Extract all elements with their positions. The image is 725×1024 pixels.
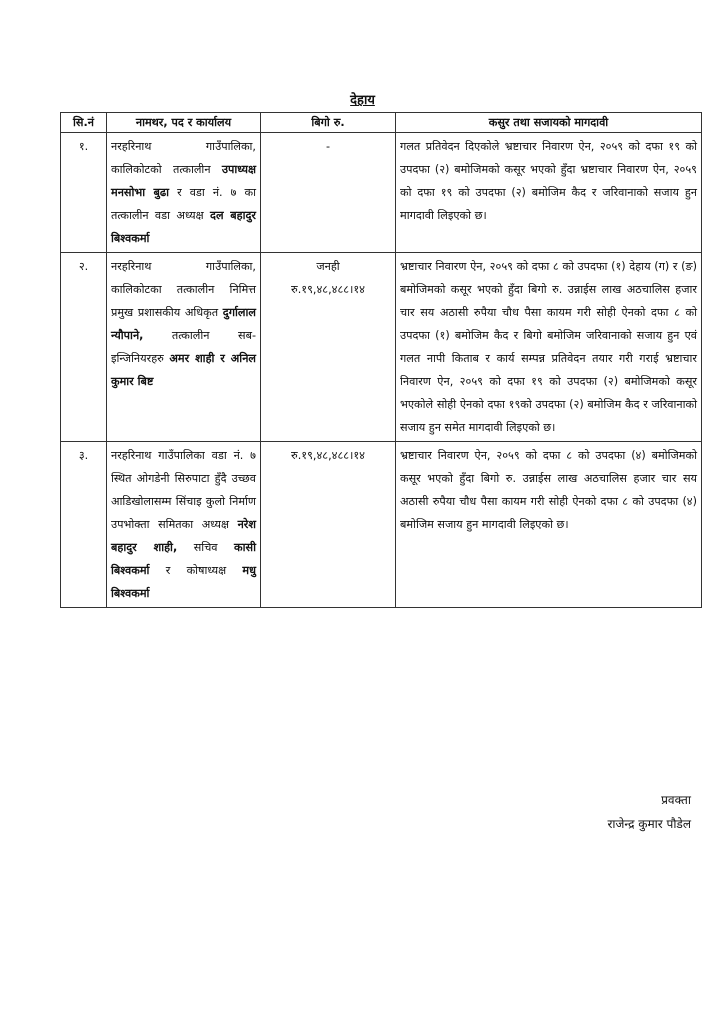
table-row [61,133,702,253]
amount-cell [261,442,396,608]
accused-name: दुर्गालाल न्यौपाने, [111,306,256,342]
accused-name: उपाध्यक्ष मनसोभा बुढा [111,163,256,199]
description-text: नरहरिनाथ गाउँपालिका वडा नं. ७ स्थित ओगडेनी सिरुपाटा हुँदै उच्छव आडिखोलासम्म सिंचाइ कुलो निर्माण उपभोक्ता समितका अध्यक्ष [111,449,256,531]
amount-line: रु.१९,४८,४८८।१४ [291,449,365,462]
description-text: तत्कालीन सब-इन्जिनियरहरु [111,329,256,365]
charges-table [60,112,702,608]
charges-demand-cell: भ्रष्टाचार निवारण ऐन, २०५९ को दफा ८ को उपदफा (४) बमोजिमको कसूर भएको हुँदा बिगो रु. उन्नाईस लाख अठचालिस हजार चार सय अठासी रुपैया चौध पैसा कायम गरी सोही ऐनको दफा ८ को उपदफा (४) बमोजिम सजाय हुन मागदावी लिइएको छ। [396,442,702,608]
accused-name: अमर शाही र अनिल कुमार बिष्ट [111,352,256,388]
description-text: र कोषाध्यक्ष [149,564,243,577]
name-position-office-cell [107,442,261,608]
accused-name: कासी बिश्वकर्मा [111,541,256,577]
section-heading: देहाय [350,93,375,108]
accused-name: नरेश बहादुर शाही, [111,518,256,554]
header-serial-number: सि.नं [61,113,107,133]
spokesperson-name: राजेन्द्र कुमार पौडेल [607,817,691,831]
amount-line: रु.१९,४८,४८८।१४ [291,283,365,296]
description-text: सचिव [177,541,235,554]
name-position-office-cell [107,133,261,253]
amount-cell [261,253,396,442]
accused-name: मधु बिश्वकर्मा [111,564,256,600]
charges-demand-cell: गलत प्रतिवेदन दिएकोले भ्रष्टाचार निवारण ऐन, २०५९ को दफा १९ को उपदफा (२) बमोजिमको कसूर भएको हुँदा भ्रष्टाचार निवारण ऐन, २०५९ को दफा १९ को उपदफा (२) बमोजिम कैद र जरिवानाको सजाय हुन मागदावी लिइएको छ। [396,133,702,253]
table-header-row [61,113,702,133]
name-position-office-cell [107,253,261,442]
header-amount: बिगो रु. [261,113,396,133]
serial-number-cell: २. [61,253,107,442]
description-text: नरहरिनाथ गाउँपालिका, कालिकोटको तत्कालीन [111,140,256,176]
header-name-position-office: नामथर, पद र कार्यालय [107,113,261,133]
accused-name: दल बहादुर बिश्वकर्मा [111,209,256,245]
spokesperson-title: प्रवक्ता [661,793,691,807]
serial-number-cell: ३. [61,442,107,608]
charges-demand-cell: भ्रष्टाचार निवारण ऐन, २०५९ को दफा ८ को उपदफा (१) देहाय (ग) र (ङ) बमोजिमको कसूर भएको हुँदा बिगो रु. उन्नाईस लाख अठचालिस हजार चार सय अठासी रुपैया चौध पैसा कायम गरी सोही ऐनको दफा ८ को उपदफा (१) बमोजिम कैद र बिगो बमोजिम जरिवानाको सजाय हुन एवं गलत नापी किताब र कार्य सम्पन्न प्रतिवेदन तयार गरी गराई भ्रष्टाचार निवारण ऐन, २०५९ को दफा १९ को उपदफा (२) बमोजिमको कसूर भएकोले सोही ऐनको दफा १९को उपदफा (२) बमोजिम कैद र जरिवानाको सजाय हुन समेत मागदावी लिइएको छ। [396,253,702,442]
signature-block [607,788,691,836]
serial-number-cell: १. [61,133,107,253]
amount-line: - [325,140,331,153]
amount-line: जनही [316,260,340,273]
table-row [61,253,702,442]
table-row [61,442,702,608]
amount-cell [261,133,396,253]
description-text: र वडा नं. ७ का तत्कालीन वडा अध्यक्ष [111,186,256,222]
description-text: नरहरिनाथ गाउँपालिका, कालिकोटका तत्कालीन निमित्त प्रमुख प्रशासकीय अधिकृत [111,260,256,319]
header-charges-demand: कसुर तथा सजायको मागदावी [396,113,702,133]
